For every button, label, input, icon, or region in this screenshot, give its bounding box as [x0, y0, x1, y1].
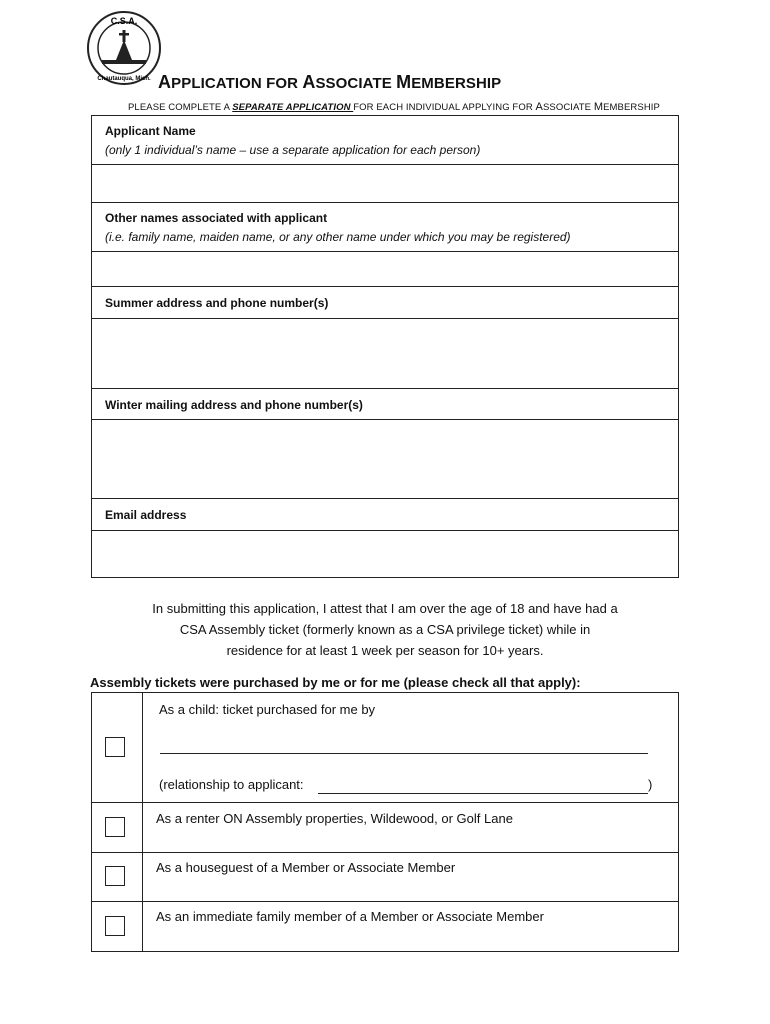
applicant-name-label-row	[92, 116, 678, 164]
applicant-info-form	[91, 115, 679, 578]
email-field[interactable]	[92, 530, 678, 577]
other-names-label-row	[92, 202, 678, 252]
option-houseguest-label: As a houseguest of a Member or Associate Member	[156, 860, 456, 875]
svg-text:Chautauqua, Mich.: Chautauqua, Mich.	[97, 76, 151, 82]
attestation-line-2: CSA Assembly ticket (formerly known as a CSA privilege ticket) while in	[179, 622, 591, 637]
email-label-row	[92, 498, 678, 531]
page-title: APPLICATION FOR ASSOCIATE MEMBERSHIP	[158, 72, 502, 92]
attestation-text	[100, 598, 670, 661]
winter-address-field[interactable]	[92, 419, 678, 499]
other-names-label: Other names associated with applicant	[105, 211, 328, 225]
other-names-field[interactable]	[92, 251, 678, 287]
row-divider	[92, 802, 678, 803]
relationship-line[interactable]	[318, 793, 648, 794]
relationship-close: )	[648, 777, 653, 792]
email-label: Email address	[105, 508, 187, 522]
page-subtitle: PLEASE COMPLETE A SEPARATE APPLICATION FOR EACH INDIVIDUAL APPLYING FOR ASSOCIATE MEMBERSHIP	[128, 101, 660, 113]
winter-address-label-row	[92, 388, 678, 420]
attestation-line-1: In submitting this application, I attest that I am over the age of 18 and have had a	[152, 601, 618, 616]
summer-address-label: Summer address and phone number(s)	[105, 296, 329, 310]
ticket-options-table	[91, 692, 679, 952]
summer-address-field[interactable]	[92, 318, 678, 389]
other-names-hint: (i.e. family name, maiden name, or any other name under which you may be registered)	[105, 230, 571, 244]
option-renter-label: As a renter ON Assembly properties, Wildewood, or Golf Lane	[156, 811, 513, 826]
option-child-label: As a child: ticket purchased for me by	[159, 702, 376, 717]
table-column-divider	[142, 693, 143, 951]
summer-address-label-row	[92, 286, 678, 319]
applicant-name-label: Applicant Name	[105, 124, 196, 138]
winter-address-label: Winter mailing address and phone number(s)	[105, 398, 363, 412]
applicant-name-field[interactable]	[92, 164, 678, 203]
applicant-name-hint: (only 1 individual’s name – use a separate application for each person)	[105, 143, 481, 157]
csa-logo	[86, 10, 162, 86]
checkbox-child[interactable]	[105, 737, 125, 757]
row-divider	[92, 852, 678, 853]
checkbox-houseguest[interactable]	[105, 866, 125, 886]
tickets-heading: Assembly tickets were purchased by me or for me (please check all that apply):	[90, 675, 581, 690]
attestation-line-3: residence for at least 1 week per season for 10+ years.	[226, 643, 544, 658]
option-family-label: As an immediate family member of a Member or Associate Member	[156, 909, 544, 924]
checkbox-family-member[interactable]	[105, 916, 125, 936]
checkbox-renter[interactable]	[105, 817, 125, 837]
svg-text:C.S.A.: C.S.A.	[110, 16, 138, 26]
purchaser-name-line[interactable]	[160, 753, 648, 754]
row-divider	[92, 901, 678, 902]
relationship-label: (relationship to applicant:	[159, 777, 304, 792]
